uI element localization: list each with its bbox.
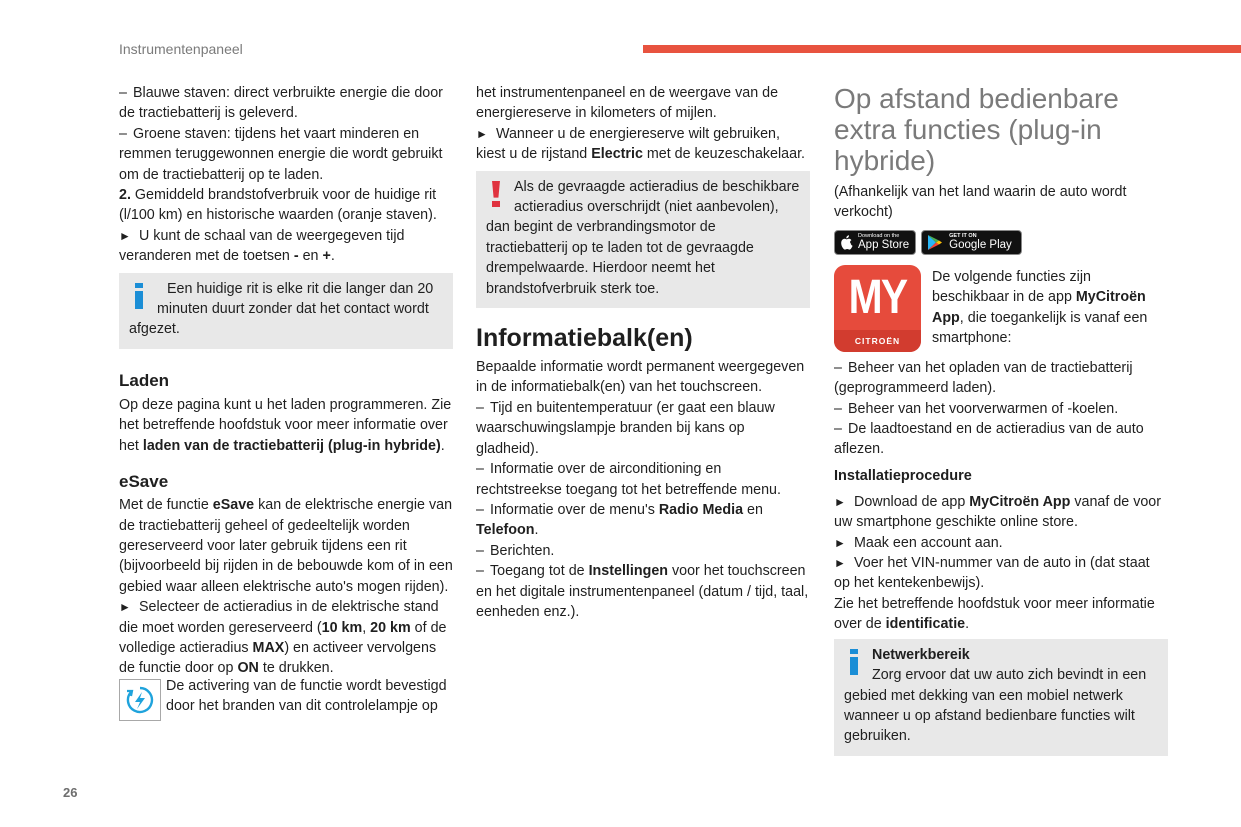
list-item-preconditioning: – Beheer van het voorverwarmen of -koelen. [834,400,1119,417]
esave-warning-lamp-icon [119,679,161,721]
column-2 [476,83,810,622]
step-download-app: ► Download de app MyCitroën App vanaf de voor uw smartphone geschikte online store. [834,493,1162,531]
paragraph-identification-ref: Zie het betreffende hoofdstuk voor meer informatie over de identificatie. [834,595,1155,633]
info-note-current-trip: Een huidige rit is elke rit die langer dan 20 minuten duurt zonder dat het contact wordt afgezet. [119,273,453,349]
warning-note-range: Als de gevraagde actieradius de beschikbare actieradius overschrijdt (niet aanbevolen), dan begint de verbrandingsmotor de tractiebatterij op te laden tot de gevraagde drempelwaarde. Hierdoor neemt het brandstofverbruik sterk toe. [476,171,810,308]
section-title-informatiebalk: Informatiebalk(en) [476,324,693,353]
arrow-bullet-icon: ► [476,126,488,141]
section-title-remote-functions: Op afstand bedienbare extra functies (plug-in hybride) [834,83,1119,176]
list-item-charge-status: – De laadtoestand en de actieradius van de auto aflezen. [834,421,1144,458]
paragraph-fuel-consumption: 2. Gemiddeld brandstofverbruik voor de huidige rit (l/100 km) en historische waarden (oranje staven). [119,187,437,224]
app-store-badge[interactable]: Download on the App Store [834,230,916,255]
google-play-icon [927,234,943,251]
paragraph-laden: Op deze pagina kunt u het laden programmeren. Zie het betreffende hoofdstuk voor meer informatie over het laden van de tractiebatterij (plug-in hybride). [119,396,452,454]
arrow-bullet-icon: ► [834,535,846,550]
arrow-bullet-icon: ► [834,556,846,571]
arrow-bullet-icon: ► [119,228,131,243]
esave-lamp-row: De activering van de functie wordt bevestigd door het branden van dit controlelampje op [119,679,453,721]
paragraph-green-bars: – Groene staven: tijdens het vaart minderen en remmen teruggewonnen energie die wordt gebruikt om de tractiebatterij op te laden. [119,125,443,183]
section-title-esave: eSave [119,472,169,492]
list-item-charging-management: – Beheer van het opladen van de tractiebatterij (geprogrammeerd laden). [834,359,1133,397]
page-number: 26 [63,785,78,800]
paragraph-esave-select: ► Selecteer de actieradius in de elektrische stand die moet worden gereserveerd (10 km, 20 km of de volledige actieradius MAX) en activeer vervolgens de functie door op ON te drukken. [119,599,447,677]
apple-icon [840,234,854,250]
list-item-aircon: – Informatie over de airconditioning en rechtstreekse toegang tot het betreffende menu. [476,461,781,498]
column-1 [119,83,453,721]
link-charging-chapter: laden van de tractiebatterij (plug-in hybride) [142,437,441,454]
google-play-badge[interactable]: GET IT ON Google Play [921,230,1022,255]
arrow-bullet-icon: ► [119,600,131,615]
warning-exclamation-icon [492,181,500,207]
paragraph-info-intro: Bepaalde informatie wordt permanent weergegeven in de informatiebalk(en) van het touchscreen. [476,359,805,396]
section-title-installation: Installatieprocedure [834,467,972,484]
info-icon [135,283,143,309]
arrow-bullet-icon: ► [834,494,846,509]
mycitroen-app-logo: MY CITROËN [834,265,921,352]
paragraph-energy-reserve: het instrumentenpaneel en de weergave van de energiereserve in kilometers of mijlen. [476,85,779,122]
paragraph-scale-instruction: ► U kunt de schaal van de weergegeven tijd veranderen met de toetsen - en +. [119,227,405,265]
header-accent-bar [643,45,1241,53]
link-identification: identificatie [885,616,966,633]
store-badges [834,230,1168,255]
list-item-time-temp: – Tijd en buitentemperatuur (er gaat een blauw waarschuwingslampje branden bij kans op gladheid). [476,399,775,457]
running-header: Instrumentenpaneel [119,41,243,57]
list-item-settings: – Toegang tot de Instellingen voor het touchscreen en het digitale instrumentenpaneel (datum / tijd, taal, eenheden enz.). [476,563,809,620]
section-title-laden: Laden [119,370,170,390]
list-item-menus: – Informatie over de menu's Radio Media en Telefoon. [476,501,763,539]
paragraph-use-reserve: ► Wanneer u de energiereserve wilt gebruiken, kiest u de rijstand Electric met de keuzeschakelaar. [476,125,806,163]
paragraph-blue-bars: – Blauwe staven: direct verbruikte energie die door de tractiebatterij is geleverd. [119,85,443,122]
info-icon [850,649,858,675]
step-create-account: ► Maak een account aan. [834,533,1168,553]
paragraph-esave: Met de functie eSave kan de elektrische energie van de tractiebatterij geheel of gedeeltelijk worden gereserveerd voor later gebruik tijdens een rit (bijvoorbeeld bij rijden in de bebouwde kom of in een gebied waar alleen elektrische auto's mogen rijden). [119,497,453,595]
info-note-network-coverage: Netwerkbereik Zorg ervoor dat uw auto zich bevindt in een gebied met dekking van een mobiel netwerk wanneer u op afstand bedienbare functies wilt gebruiken. [834,639,1168,756]
list-item-messages: – Berichten. [476,542,555,559]
step-enter-vin: ► Voer het VIN-nummer van de auto in (dat staat op het kentekenbewijs). [834,555,1150,592]
paragraph-country-dependency: (Afhankelijk van het land waarin de auto wordt verkocht) [834,184,1127,221]
column-3 [834,83,1168,756]
mycitroen-app-intro: MY CITROËN De volgende functies zijn beschikbaar in de app MyCitroën App, die toegankelijk is vanaf een smartphone: [834,265,1168,352]
